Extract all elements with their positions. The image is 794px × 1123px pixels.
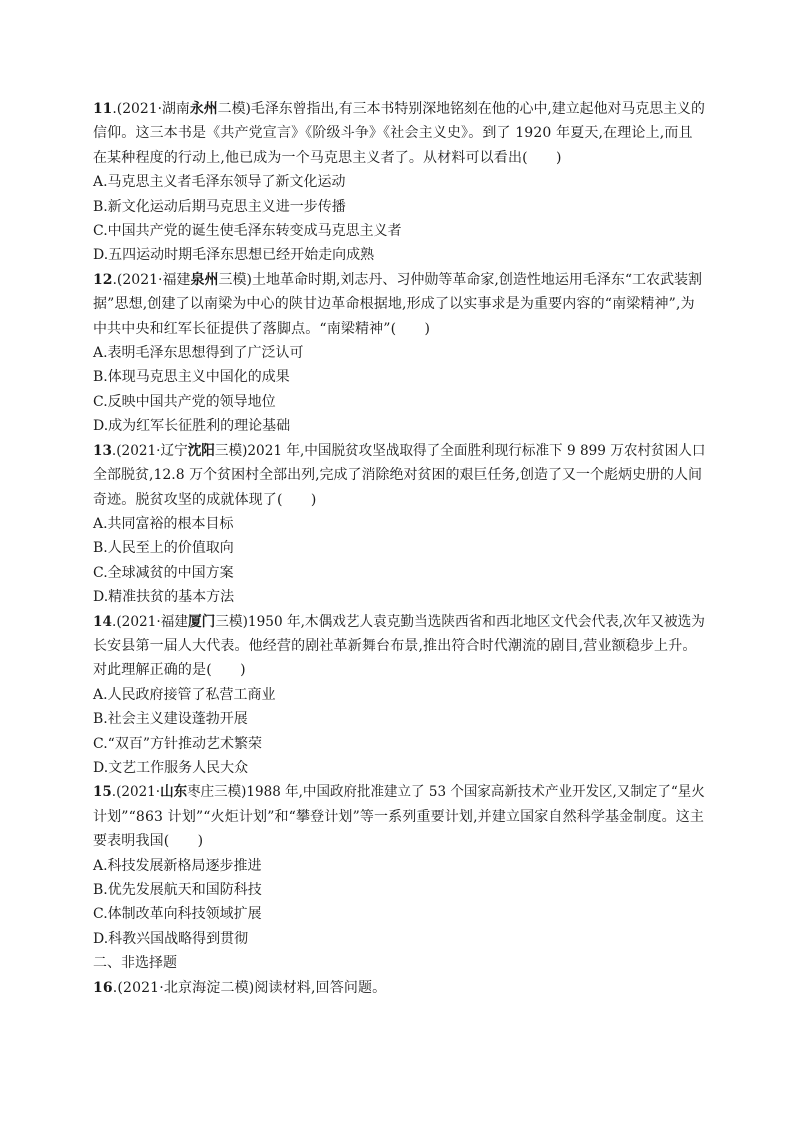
option-a: A.科技发展新格局逐步推进 — [93, 857, 262, 874]
question-stem-line: 11.(2021·湖南永州二模)毛泽东曾指出,有三本书特别深地铭刻在他的心中,建立起他对马克思主义的 — [93, 101, 705, 117]
option-b: B.社会主义建设蓬勃开展 — [93, 711, 248, 728]
option-b: B.人民至上的价值取向 — [93, 540, 234, 557]
question-15 — [93, 780, 705, 951]
question-source: .(2021·福建厦门三模) — [111, 613, 248, 630]
question-source: .(2021·湖南永州二模) — [112, 101, 251, 117]
question-stem-line: 信仰。这三本书是《共产党宣言》《阶级斗争》《社会主义史》。到了 1920 年夏天,在理论上,而且 — [93, 125, 693, 142]
question-source: .(2021·福建泉州三模) — [112, 271, 252, 288]
question-16 — [93, 976, 705, 1000]
option-a: A.表明毛泽东思想得到了广泛认可 — [93, 345, 304, 362]
question-stem-line: 要表明我国( ) — [93, 833, 204, 850]
question-text: .(2021·北京海淀二模)阅读材料,回答问题。 — [112, 979, 387, 996]
question-stem-line: 12.(2021·福建泉州三模)土地革命时期,刘志丹、习仲勋等革命家,创造性地运用毛泽东“工农武装割 — [93, 271, 703, 288]
question-stem-line: 15.(2021·山东枣庄三模)1988 年,中国政府批准建立了 53 个国家高新技术产业开发区,又制定了“星火 — [93, 784, 705, 801]
section-heading: 二、非选择题 — [93, 955, 177, 972]
question-stem-line: 据”思想,创建了以南梁为中心的陕甘边革命根据地,形成了以实事求是为重要内容的“南梁精神”,为 — [93, 296, 695, 313]
option-d: D.文艺工作服务人民大众 — [93, 759, 249, 776]
question-stem-line: 对此理解正确的是( ) — [93, 662, 246, 679]
question-stem-line: 计划”“863 计划”“火炬计划”和“攀登计划”等一系列重要计划,并建立国家自然科学基金制度。这主 — [93, 808, 705, 825]
option-c: C.“双百”方针推动艺术繁荣 — [93, 735, 262, 752]
question-11 — [93, 97, 705, 268]
option-c: C.全球减贫的中国方案 — [93, 564, 234, 581]
option-b: B.体现马克思主义中国化的成果 — [93, 369, 290, 386]
question-13 — [93, 439, 705, 610]
option-d: D.科教兴国战略得到贯彻 — [93, 930, 249, 947]
option-d: D.精准扶贫的基本方法 — [93, 589, 235, 606]
question-stem-line: 长安县第一届人大代表。他经营的剧社革新舞台布景,推出符合时代潮流的剧目,营业额稳步上升。 — [93, 637, 697, 654]
option-a: A.共同富裕的根本目标 — [93, 515, 234, 532]
question-stem-line: 14.(2021·福建厦门三模)1950 年,木偶戏艺人袁克勤当选陕西省和西北地区文代会代表,次年又被选为 — [93, 613, 705, 630]
question-number: 11 — [93, 101, 113, 117]
question-number: 16 — [93, 979, 113, 996]
question-source: .(2021·辽宁沈阳三模) — [111, 442, 248, 459]
question-stem-line: 奇迹。脱贫攻坚的成就体现了( ) — [93, 491, 317, 508]
question-12 — [93, 268, 705, 439]
question-number: 14 — [93, 613, 112, 630]
option-c: C.体制改革向科技领域扩展 — [93, 906, 262, 923]
question-14 — [93, 610, 705, 781]
question-stem-line: 13.(2021·辽宁沈阳三模)2021 年,中国脱贫攻坚战取得了全面胜利现行标准下 9 899 万农村贫困人口 — [93, 442, 706, 459]
option-a: A.马克思主义者毛泽东领导了新文化运动 — [93, 174, 346, 191]
option-b: B.优先发展航天和国防科技 — [93, 882, 262, 898]
exam-page — [93, 97, 705, 1000]
option-d: D.成为红军长征胜利的理论基础 — [93, 418, 291, 435]
question-number: 15 — [93, 784, 112, 801]
question-source: .(2021·山东枣庄三模) — [111, 784, 247, 801]
option-c: C.中国共产党的诞生使毛泽东转变成马克思主义者 — [93, 223, 402, 240]
option-d: D.五四运动时期毛泽东思想已经开始走向成熟 — [93, 247, 375, 264]
question-stem-line: 中共中央和红军长征提供了落脚点。“南梁精神”( ) — [93, 320, 431, 337]
option-c: C.反映中国共产党的领导地位 — [93, 393, 276, 410]
option-b: B.新文化运动后期马克思主义进一步传播 — [93, 198, 346, 215]
question-number: 13 — [93, 442, 112, 459]
question-number: 12 — [93, 271, 113, 288]
question-stem-line: 全部脱贫,12.8 万个贫困村全部出列,完成了消除绝对贫困的艰巨任务,创造了又一个彪炳史册的人间 — [93, 467, 702, 484]
option-a: A.人民政府接管了私营工商业 — [93, 686, 276, 703]
question-stem-line: 在某种程度的行动上,他已成为一个马克思主义者了。从材料可以看出( ) — [93, 149, 562, 166]
